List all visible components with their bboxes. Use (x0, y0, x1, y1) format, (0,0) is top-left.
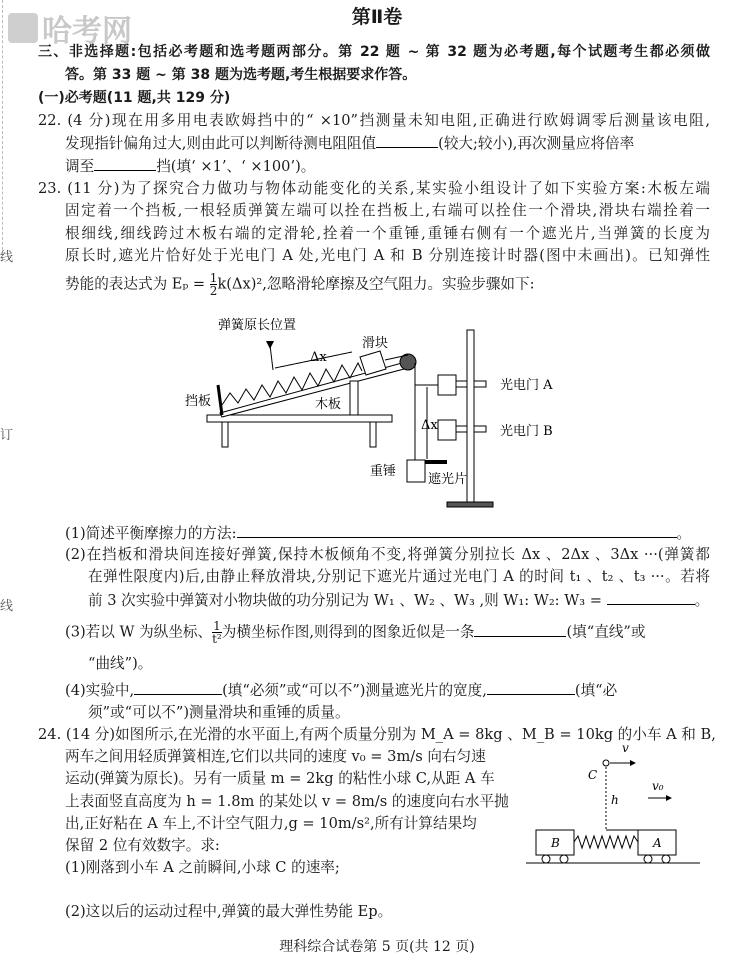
shade-plate (425, 460, 447, 464)
label-gate-b: 光电门 B (500, 424, 553, 439)
q23-part4-text: (填“必须”或“可以不”)测量遮光片的宽度, (222, 682, 487, 699)
table-leg (370, 422, 376, 447)
q23-text (65, 272, 710, 297)
baffle (218, 385, 222, 415)
label-a: A (653, 836, 662, 850)
photogate-b (438, 420, 456, 440)
q23-answer-blank-4[interactable] (134, 680, 222, 695)
q23-text-part: 势能的表达式为 Eₚ = (65, 275, 210, 293)
q23-part3: “曲线”)。 (88, 655, 153, 672)
q22-text-part: 调至 (65, 158, 95, 175)
label-weight: 重锤 (370, 464, 397, 479)
q24-part1: (1)刚落到小车 A 之前瞬间,小球 C 的速率; (65, 859, 340, 876)
label-h: h (611, 793, 619, 807)
fraction (212, 620, 222, 645)
q24-text: 保留 2 位有效数字。求: (65, 837, 220, 854)
arrow-icon (630, 760, 636, 766)
q22-text: 22. (4 分)现在用多用电表欧姆挡中的“ ×10”挡测量未知电阻,正确进行欧姆调零后测量该电阻, (38, 112, 710, 129)
q23-part2-text: 前 3 次实验中弹簧对小物块做的功分别记为 W₁ 、W₂ 、W₃ ,则 W₁: W₂: W₃ = (88, 592, 602, 609)
pointer-line (270, 345, 273, 370)
q22-text-part: (较大;较小),再次测量应将倍率 (438, 135, 635, 152)
label-baffle: 挡板 (185, 394, 212, 409)
label-slider: 滑块 (362, 336, 389, 351)
ball-c (603, 760, 609, 766)
spring (574, 836, 638, 848)
wheel (542, 855, 550, 863)
q24-text: 出,正好粘在 A 车上,不计空气阻力,g = 10m/s²,所有计算结果均 (65, 815, 477, 832)
label-spring-position: 弹簧原长位置 (218, 318, 297, 333)
watermark-text: 哈考网 (42, 14, 132, 49)
fraction-numerator: 1 (213, 619, 221, 633)
wheel (662, 855, 670, 863)
q23-answer-blank-2[interactable] (607, 590, 695, 605)
label-dx: Δx (421, 418, 438, 433)
section-subheading: (一)必考题(11 题,共 129 分) (38, 90, 231, 106)
page-footer: 理科综合试卷第 5 页(共 12 页) (279, 939, 475, 955)
label-board: 木板 (315, 397, 342, 412)
board-support (350, 381, 358, 415)
cart-diagram (518, 742, 708, 867)
margin-mark: 订 (0, 428, 14, 443)
q23-part4: 须”或“可以不”)测量滑块和重锤的质量。 (88, 704, 350, 721)
q24-text: 运动(弹簧为原长)。另有一质量 m = 2kg 的粘性小球 C,从距 A 车 (65, 770, 495, 787)
label-c: C (588, 768, 598, 782)
q23-text: 23. (11 分)为了探究合力做功与物体动能变化的关系,某实验小组设计了如下实验方案:木板左端 (38, 180, 710, 197)
fraction-denominator: t² (212, 632, 222, 646)
binding-line (2, 0, 3, 260)
stand-pole (467, 330, 474, 502)
q23-part2 (88, 590, 710, 611)
section-instruction: 三、非选择题:包括必考题和选考题两部分。第 22 题 ~ 第 32 题为必考题,每个试题考生都必须做 (38, 44, 710, 60)
q23-part1 (65, 523, 710, 544)
section-instruction: 答。第 33 题 ~ 第 38 题为选考题,考生根据要求作答。 (65, 67, 417, 83)
table-top (207, 415, 392, 422)
q22-text (65, 133, 710, 154)
q23-text: 固定着一个挡板,一根轻质弹簧左端可以拴在挡板上,右端可以拴住一个滑块,滑块右端拴着一 (65, 202, 710, 219)
table-leg (222, 422, 228, 447)
q23-part3 (65, 620, 710, 645)
experiment-diagram (170, 305, 570, 520)
wheel (644, 855, 652, 863)
period: 。 (694, 592, 710, 609)
q23-answer-blank-1[interactable] (237, 523, 677, 538)
label-v0: v₀ (652, 779, 664, 793)
q23-part3-text: (填“直线”或 (566, 623, 646, 641)
page-title: 第Ⅱ卷 (351, 6, 403, 28)
label-shade: 遮光片 (428, 472, 468, 487)
label-gate-a: 光电门 A (500, 378, 553, 393)
period: 。 (676, 525, 692, 542)
photogate-a (438, 375, 456, 395)
label-dx: Δx (310, 350, 327, 365)
q23-part2: (2)在挡板和滑块间连接好弹簧,保持木板倾角不变,将弹簧分别拉长 Δx 、2Δx 、3Δx ···(弹簧都 (65, 546, 710, 563)
q22-text (65, 156, 710, 177)
label-b: B (551, 836, 560, 850)
fraction-denominator: 2 (209, 284, 218, 298)
q23-part4-text: (4)实验中, (65, 682, 135, 699)
fraction-numerator: 1 (209, 271, 218, 285)
q24-text: 上表面竖直高度为 h = 1.8m 的某处以 v = 8m/s 的速度向右水平抛 (65, 793, 509, 810)
arrow-icon (266, 341, 274, 349)
q23-part1-text: (1)简述平衡摩擦力的方法: (65, 525, 237, 542)
q23-text: 根细线,细线跨过木板右端的定滑轮,拴着一个重锤,重锤右侧有一个遮光片,当弹簧的长度为 (65, 225, 710, 242)
q22-answer-blank-2[interactable] (94, 156, 156, 171)
q22-text-part: 发现指针偏角过大,则由此可以判断待测电阻阻值 (65, 135, 377, 152)
q23-part3-text: 为横坐标作图,则得到的图象近似是一条 (221, 623, 475, 641)
q24-text: 24. (14 分)如图所示,在光滑的水平面上,有两个质量分别为 M_A = 8kg 、M_B = 10kg 的小车 A 和 B, (38, 726, 716, 743)
q24-text: 两车之间用轻质弹簧相连,它们以共同的速度 v₀ = 3m/s 向右匀速 (65, 748, 486, 765)
q22-answer-blank-1[interactable] (376, 133, 438, 148)
q23-answer-blank-3[interactable] (474, 622, 566, 637)
q23-part4 (65, 680, 710, 701)
q23-text: 原长时,遮光片恰好处于光电门 A 处,光电门 A 和 B 分别连接计时器(图中未画出)。已知弹性 (65, 247, 710, 264)
q23-part4-text: (填“必 (574, 682, 618, 699)
q23-answer-blank-5[interactable] (487, 680, 575, 695)
stand-base (447, 502, 493, 507)
margin-mark: 线 (0, 250, 14, 265)
q23-text-part: k(Δx)²,忽略滑轮摩擦及空气阻力。实验步骤如下: (217, 275, 535, 293)
wheel (560, 855, 568, 863)
weight-block (407, 460, 425, 482)
q23-part3-text: (3)若以 W 为纵坐标、 (65, 623, 213, 641)
label-v: v (622, 742, 629, 755)
q24-part2: (2)这以后的运动过程中,弹簧的最大弹性势能 Ep。 (65, 903, 393, 920)
q23-part2: 在弹性限度内)后,由静止释放滑块,分别记下遮光片通过光电门 A 的时间 t₁ 、t₂ 、t₃ ···。若将 (88, 568, 710, 585)
margin-mark: 线 (0, 599, 14, 614)
q22-text-part: 挡(填‘ ×1’、‘ ×100’)。 (156, 158, 316, 175)
arrow-icon (666, 795, 672, 801)
